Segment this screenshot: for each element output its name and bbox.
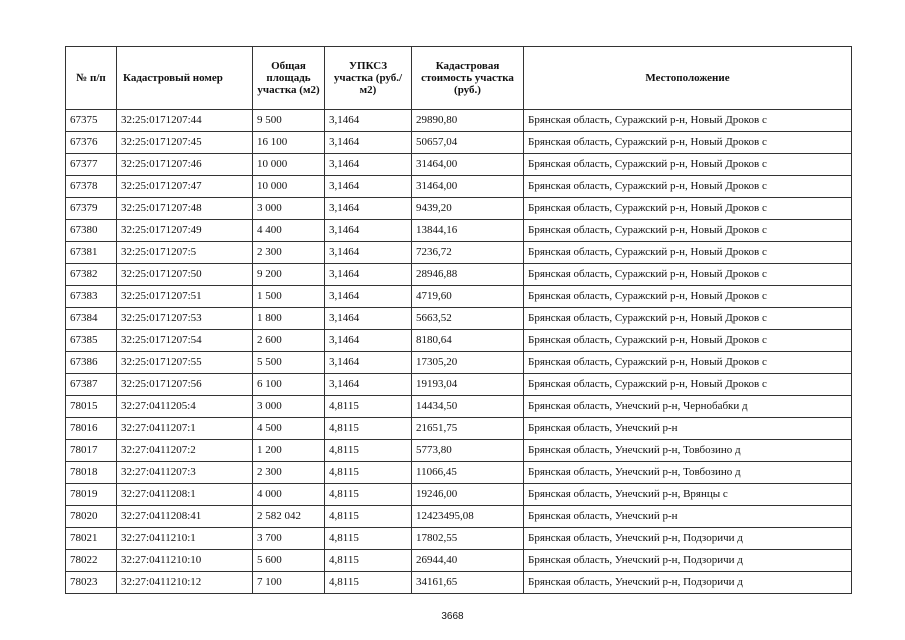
table-row	[66, 242, 852, 264]
cell-location: Брянская область, Суражский р-н, Новый Дроков с	[524, 198, 852, 220]
table-row	[66, 484, 852, 506]
cell-area: 1 800	[253, 308, 325, 330]
cell-location: Брянская область, Суражский р-н, Новый Дроков с	[524, 286, 852, 308]
table-row	[66, 528, 852, 550]
cell-cadastral-value: 34161,65	[412, 572, 524, 594]
cell-area: 2 600	[253, 330, 325, 352]
cell-number: 78017	[66, 440, 117, 462]
cell-area: 3 000	[253, 396, 325, 418]
table-row	[66, 154, 852, 176]
cell-number: 78021	[66, 528, 117, 550]
cell-number: 78019	[66, 484, 117, 506]
cell-upksz: 3,1464	[325, 308, 412, 330]
cell-cadastral-value: 5663,52	[412, 308, 524, 330]
cell-number: 67377	[66, 154, 117, 176]
cell-area: 2 300	[253, 462, 325, 484]
table-row	[66, 506, 852, 528]
page-number: 3668	[441, 611, 464, 622]
cell-location: Брянская область, Суражский р-н, Новый Дроков с	[524, 308, 852, 330]
cell-area: 3 000	[253, 198, 325, 220]
cell-upksz: 4,8115	[325, 440, 412, 462]
cell-number: 67380	[66, 220, 117, 242]
cell-upksz: 3,1464	[325, 286, 412, 308]
table-row	[66, 286, 852, 308]
cell-cadastral-number: 32:27:0411207:1	[117, 418, 253, 440]
cell-location: Брянская область, Унечский р-н, Врянцы с	[524, 484, 852, 506]
cell-cadastral-value: 21651,75	[412, 418, 524, 440]
table-row	[66, 198, 852, 220]
cell-cadastral-value: 26944,40	[412, 550, 524, 572]
cell-cadastral-value: 14434,50	[412, 396, 524, 418]
cell-upksz: 4,8115	[325, 506, 412, 528]
cell-cadastral-number: 32:25:0171207:51	[117, 286, 253, 308]
cell-cadastral-value: 7236,72	[412, 242, 524, 264]
cell-number: 67383	[66, 286, 117, 308]
cell-cadastral-number: 32:25:0171207:5	[117, 242, 253, 264]
cell-number: 67379	[66, 198, 117, 220]
header-location: Местоположение	[524, 47, 852, 110]
cell-area: 4 000	[253, 484, 325, 506]
cell-upksz: 3,1464	[325, 352, 412, 374]
cell-cadastral-value: 31464,00	[412, 154, 524, 176]
cell-location: Брянская область, Унечский р-н, Товбозино д	[524, 440, 852, 462]
cell-cadastral-number: 32:27:0411205:4	[117, 396, 253, 418]
cell-upksz: 3,1464	[325, 176, 412, 198]
table-row	[66, 396, 852, 418]
cell-number: 67375	[66, 110, 117, 132]
cell-area: 5 500	[253, 352, 325, 374]
cell-upksz: 3,1464	[325, 110, 412, 132]
cell-cadastral-number: 32:25:0171207:50	[117, 264, 253, 286]
cell-location: Брянская область, Суражский р-н, Новый Дроков с	[524, 264, 852, 286]
cell-location: Брянская область, Суражский р-н, Новый Дроков с	[524, 352, 852, 374]
cell-upksz: 4,8115	[325, 462, 412, 484]
cell-area: 5 600	[253, 550, 325, 572]
cell-location: Брянская область, Унечский р-н, Подзоричи д	[524, 528, 852, 550]
cell-location: Брянская область, Унечский р-н, Товбозино д	[524, 462, 852, 484]
cell-number: 67381	[66, 242, 117, 264]
table-row	[66, 220, 852, 242]
cell-number: 67386	[66, 352, 117, 374]
cell-number: 67387	[66, 374, 117, 396]
cell-number: 78018	[66, 462, 117, 484]
cell-location: Брянская область, Суражский р-н, Новый Дроков с	[524, 132, 852, 154]
cell-cadastral-value: 11066,45	[412, 462, 524, 484]
cell-number: 67376	[66, 132, 117, 154]
cell-number: 78015	[66, 396, 117, 418]
cell-number: 78023	[66, 572, 117, 594]
cell-location: Брянская область, Суражский р-н, Новый Дроков с	[524, 154, 852, 176]
cell-location: Брянская область, Суражский р-н, Новый Дроков с	[524, 176, 852, 198]
header-cadastral-number: Кадастровый номер	[117, 47, 253, 110]
table-row	[66, 264, 852, 286]
cell-upksz: 3,1464	[325, 330, 412, 352]
cell-cadastral-value: 19193,04	[412, 374, 524, 396]
cell-cadastral-value: 8180,64	[412, 330, 524, 352]
cell-cadastral-number: 32:25:0171207:48	[117, 198, 253, 220]
cell-location: Брянская область, Суражский р-н, Новый Дроков с	[524, 330, 852, 352]
cell-upksz: 4,8115	[325, 418, 412, 440]
table-header-row	[66, 47, 852, 110]
cell-location: Брянская область, Унечский р-н, Подзоричи д	[524, 572, 852, 594]
cell-location: Брянская область, Суражский р-н, Новый Дроков с	[524, 374, 852, 396]
cell-area: 16 100	[253, 132, 325, 154]
cell-upksz: 4,8115	[325, 550, 412, 572]
cell-number: 67378	[66, 176, 117, 198]
cell-cadastral-value: 50657,04	[412, 132, 524, 154]
cell-cadastral-number: 32:25:0171207:44	[117, 110, 253, 132]
cell-number: 78016	[66, 418, 117, 440]
cell-number: 78020	[66, 506, 117, 528]
cell-area: 2 300	[253, 242, 325, 264]
cell-cadastral-number: 32:25:0171207:56	[117, 374, 253, 396]
cell-cadastral-number: 32:25:0171207:46	[117, 154, 253, 176]
header-cadastral-value: Кадастровая стоимость участка (руб.)	[412, 47, 524, 110]
cell-cadastral-value: 9439,20	[412, 198, 524, 220]
cell-upksz: 3,1464	[325, 264, 412, 286]
header-number: № п/п	[66, 47, 117, 110]
cell-number: 67382	[66, 264, 117, 286]
table-row	[66, 132, 852, 154]
table-row	[66, 176, 852, 198]
table-body	[66, 110, 852, 594]
cell-cadastral-value: 29890,80	[412, 110, 524, 132]
cell-area: 1 500	[253, 286, 325, 308]
cell-number: 78022	[66, 550, 117, 572]
cell-location: Брянская область, Унечский р-н	[524, 506, 852, 528]
cell-cadastral-value: 5773,80	[412, 440, 524, 462]
cell-location: Брянская область, Унечский р-н, Чернобабки д	[524, 396, 852, 418]
cell-area: 4 400	[253, 220, 325, 242]
cell-upksz: 4,8115	[325, 572, 412, 594]
cell-upksz: 3,1464	[325, 198, 412, 220]
table-row	[66, 374, 852, 396]
table-row	[66, 308, 852, 330]
cell-cadastral-number: 32:25:0171207:53	[117, 308, 253, 330]
cell-number: 67385	[66, 330, 117, 352]
table-row	[66, 462, 852, 484]
cell-area: 1 200	[253, 440, 325, 462]
cell-area: 10 000	[253, 154, 325, 176]
cell-upksz: 3,1464	[325, 154, 412, 176]
table-row	[66, 352, 852, 374]
cell-cadastral-value: 31464,00	[412, 176, 524, 198]
cadastral-table	[65, 46, 852, 594]
cell-area: 9 200	[253, 264, 325, 286]
cell-cadastral-value: 19246,00	[412, 484, 524, 506]
cell-cadastral-value: 17802,55	[412, 528, 524, 550]
cell-cadastral-number: 32:27:0411208:1	[117, 484, 253, 506]
cell-cadastral-number: 32:27:0411210:1	[117, 528, 253, 550]
cell-cadastral-number: 32:25:0171207:54	[117, 330, 253, 352]
cell-cadastral-number: 32:27:0411207:2	[117, 440, 253, 462]
cell-upksz: 4,8115	[325, 484, 412, 506]
cell-cadastral-number: 32:25:0171207:55	[117, 352, 253, 374]
cell-cadastral-number: 32:25:0171207:49	[117, 220, 253, 242]
cell-area: 9 500	[253, 110, 325, 132]
cell-location: Брянская область, Суражский р-н, Новый Дроков с	[524, 220, 852, 242]
table-row	[66, 440, 852, 462]
cell-cadastral-number: 32:25:0171207:47	[117, 176, 253, 198]
cell-upksz: 3,1464	[325, 220, 412, 242]
cell-area: 2 582 042	[253, 506, 325, 528]
cell-area: 4 500	[253, 418, 325, 440]
document-sheet	[65, 46, 852, 594]
cell-cadastral-number: 32:27:0411210:12	[117, 572, 253, 594]
cell-number: 67384	[66, 308, 117, 330]
cell-cadastral-value: 12423495,08	[412, 506, 524, 528]
cell-upksz: 4,8115	[325, 396, 412, 418]
cell-upksz: 3,1464	[325, 242, 412, 264]
cell-location: Брянская область, Унечский р-н, Подзоричи д	[524, 550, 852, 572]
header-upksz: УПКСЗ участка (руб./м2)	[325, 47, 412, 110]
cell-cadastral-number: 32:27:0411207:3	[117, 462, 253, 484]
cell-upksz: 3,1464	[325, 374, 412, 396]
cell-area: 6 100	[253, 374, 325, 396]
cell-area: 3 700	[253, 528, 325, 550]
cell-cadastral-number: 32:25:0171207:45	[117, 132, 253, 154]
cell-location: Брянская область, Унечский р-н	[524, 418, 852, 440]
cell-upksz: 3,1464	[325, 132, 412, 154]
cell-area: 7 100	[253, 572, 325, 594]
table-row	[66, 330, 852, 352]
cell-cadastral-value: 13844,16	[412, 220, 524, 242]
table-row	[66, 418, 852, 440]
cell-cadastral-value: 4719,60	[412, 286, 524, 308]
table-row	[66, 572, 852, 594]
table-row	[66, 110, 852, 132]
cell-location: Брянская область, Суражский р-н, Новый Дроков с	[524, 242, 852, 264]
header-area: Общая площадь участка (м2)	[253, 47, 325, 110]
cell-area: 10 000	[253, 176, 325, 198]
table-row	[66, 550, 852, 572]
cell-cadastral-number: 32:27:0411210:10	[117, 550, 253, 572]
cell-cadastral-value: 28946,88	[412, 264, 524, 286]
cell-cadastral-value: 17305,20	[412, 352, 524, 374]
cell-cadastral-number: 32:27:0411208:41	[117, 506, 253, 528]
cell-upksz: 4,8115	[325, 528, 412, 550]
cell-location: Брянская область, Суражский р-н, Новый Дроков с	[524, 110, 852, 132]
